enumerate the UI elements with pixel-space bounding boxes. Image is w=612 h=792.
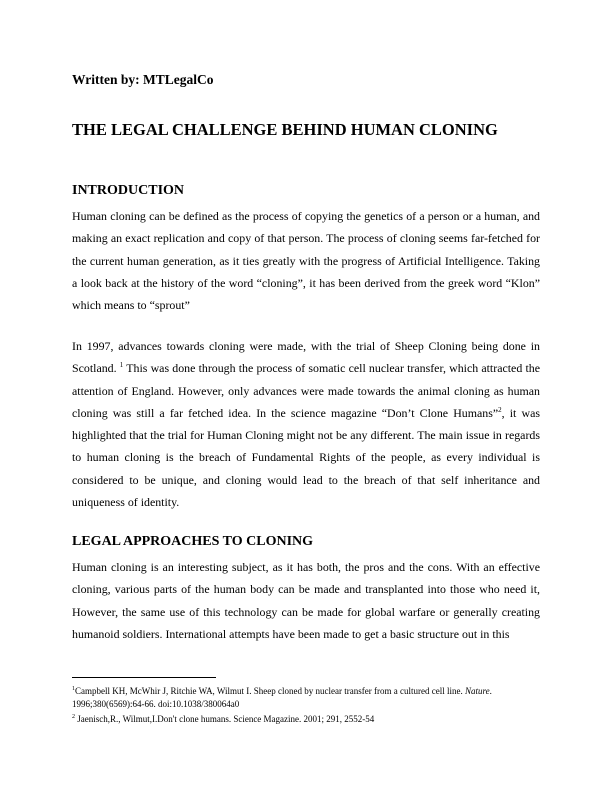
paragraph-text: This was done through the process of somatic cell nuclear transfer, which attracted the attention of England. However, only advances were made towards the animal cloning as human cloning was still a far fetched idea. In the science magazine “Don’t Clone Humans”: [72, 361, 540, 420]
footnote-text: Jaenisch,R., Wilmut,I.Don't clone humans. Science Magazine. 2001; 291, 2552-54: [75, 714, 375, 724]
footnote-reference-2[interactable]: 2: [498, 405, 502, 414]
legal-approaches-paragraph: Human cloning is an interesting subject, as it has both, the pros and the cons. With an effective cloning, various parts of the human body can be made and transplanted into those who need it, However, the same use of this technology can be made for global warfare or generally creating humanoid soldiers. International attempts have been made to get a basic structure out in this: [72, 560, 540, 641]
footnote-text: Campbell KH, McWhir J, Ritchie WA, Wilmut I. Sheep cloned by nuclear transfer from a cultured cell line.: [75, 686, 465, 696]
footnote-reference-1[interactable]: 1: [119, 361, 124, 370]
author-line: Written by: MTLegalCo: [72, 72, 214, 87]
document-title: THE LEGAL CHALLENGE BEHIND HUMAN CLONING: [72, 120, 498, 139]
paragraph-text: , it was highlighted that the trial for Human Cloning might not be any different. The main issue in regards to human cloning is the breach of Fundamental Rights of the people, as every individual is considered to be unique, and cloning would lead to the breach of that self inheritance and uniqueness of identity.: [72, 405, 540, 510]
footnote-number: 1: [72, 686, 75, 692]
footnote-1: [72, 683, 540, 711]
legal-approaches-heading: LEGAL APPROACHES TO CLONING: [72, 534, 314, 549]
footnote-number: 2: [72, 714, 75, 720]
footnote-separator: [72, 677, 216, 678]
introduction-heading: INTRODUCTION: [72, 183, 185, 198]
footnote-journal: Nature: [464, 686, 490, 696]
footnote-2: [72, 711, 540, 726]
paragraph-text: In 1997, advances towards cloning were made, with the trial of Sheep Cloning being done in Scotland.: [72, 339, 540, 376]
footnote-text: . 1996;380(6569):64-66. doi:10.1038/380064a0: [72, 686, 492, 709]
introduction-paragraph-1: Human cloning can be defined as the process of copying the genetics of a person or a human, and making an exact replication and copy of that person. The process of cloning seems far-fetched for the current human generation, as it ties greatly with the progress of Artificial Intelligence. Taking a look back at the history of the word “cloning”, it has been derived from the greek word “Klon” which means to “sprout”: [72, 209, 540, 313]
introduction-paragraph-2: [72, 335, 540, 513]
footnotes: [72, 683, 540, 726]
